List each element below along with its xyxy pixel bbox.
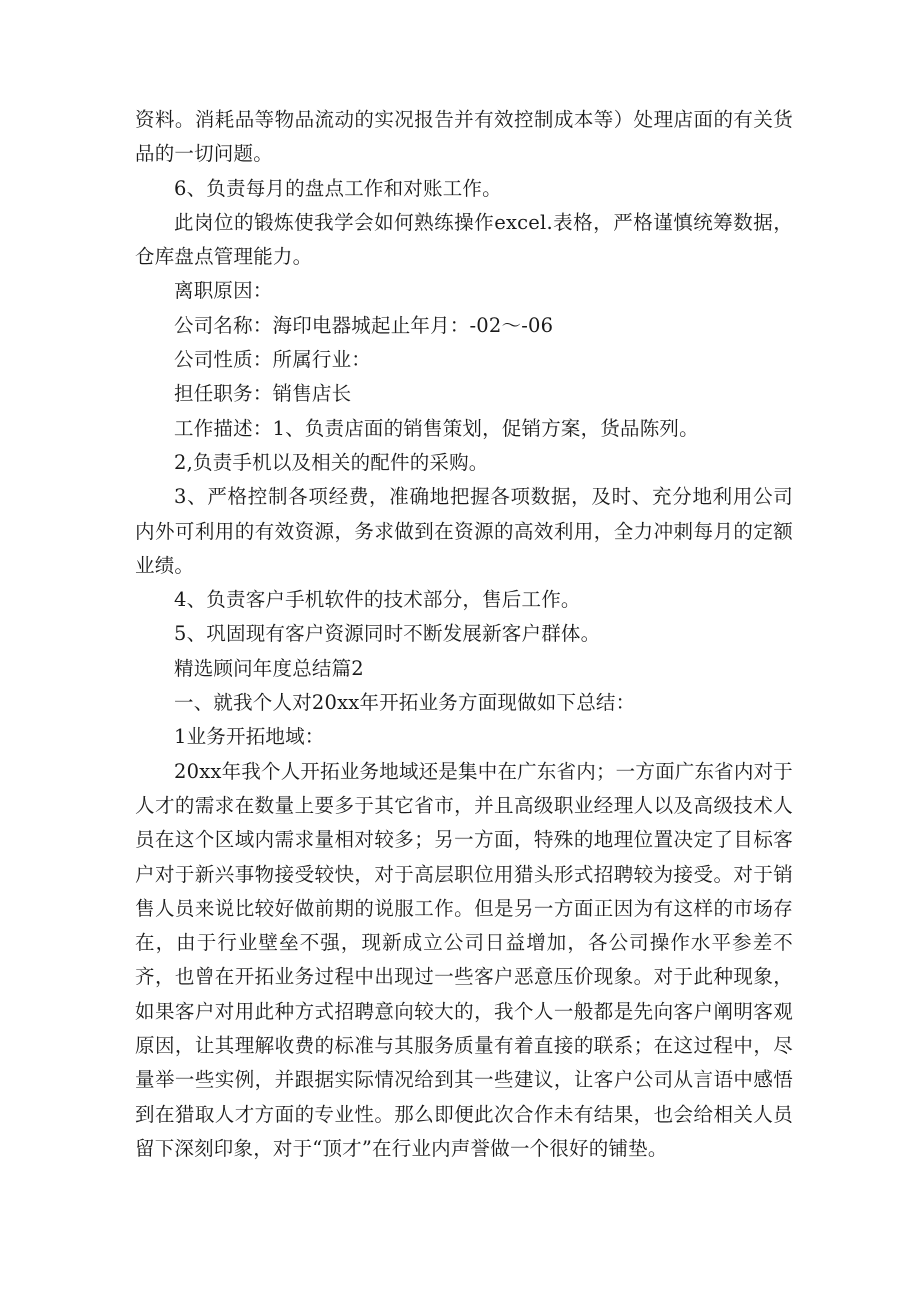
paragraph-business-region: 20xx年我个人开拓业务地域还是集中在广东省内；一方面广东省内对于人才的需求在数量上要多于其它省市，并且高级职业经理人以及高级技术人员在这个区域内需求量相对较多；另一方面，特殊的地理位置决定了目标客户对于新兴事物接受较快，对于高层职位用猎头形式招聘较为接受。对于销售人员来说比较好做前期的说服工作。但是另一方面正因为有这样的市场存在，由于行业壁垒不强，现新成立公司日益增加，各公司操作水平参差不齐，也曾在开拓业务过程中出现过一些客户恶意压价现象。对于此种现象，如果客户对用此种方式招聘意向较大的，我个人一般都是先向客户阐明客观原因，让其理解收费的标准与其服务质量有着直接的联系；在这过程中，尽量举一些实例，并跟据实际情况给到其一些建议，让客户公司从言语中感悟到在猎取人才方面的专业性。那么即便此次合作未有结果，也会给相关人员留下深刻印象，对于“顶才”在行业内声誉做一个很好的铺垫。 [135, 759, 793, 1160]
paragraph-item-6: 6、负责每月的盘点工作和对账工作。 [174, 176, 502, 200]
paragraph-job-description: 工作描述：1、负责店面的销售策划，促销方案，货品陈列。 [174, 416, 699, 440]
document-body [135, 103, 793, 1166]
paragraph-company-name: 公司名称：海印电器城起止年月：-02～-06 [174, 313, 554, 337]
section-heading: 精选顾问年度总结篇2 [174, 656, 364, 680]
paragraph-job-title: 担任职务：销售店长 [174, 382, 352, 406]
paragraph-company-type: 公司性质：所属行业： [174, 348, 372, 372]
paragraph-item-3: 3、严格控制各项经费，准确地把握各项数据，及时、充分地利用公司内外可利用的有效资源，务求做到在资源的高效利用，全力冲刺每月的定额业绩。 [135, 485, 793, 577]
paragraph-item-4: 4、负责客户手机软件的技术部分，售后工作。 [174, 588, 581, 612]
paragraph-skill-summary: 此岗位的锻炼使我学会如何熟练操作excel.表格，严格谨慎统筹数据，仓库盘点管理能力。 [135, 210, 793, 269]
subsection-item-heading: 1业务开拓地域： [174, 725, 325, 749]
paragraph-item-5: 5、巩固现有客户资源同时不断发展新客户群体。 [174, 622, 601, 646]
paragraph-item-2: 2,负责手机以及相关的配件的采购。 [174, 450, 489, 474]
paragraph-leave-reason: 离职原因： [174, 279, 273, 303]
subsection-heading: 一、就我个人对20xx年开拓业务方面现做如下总结： [174, 691, 636, 715]
paragraph-continuation: 资料。消耗品等物品流动的实况报告并有效控制成本等）处理店面的有关货品的一切问题。 [135, 108, 793, 166]
